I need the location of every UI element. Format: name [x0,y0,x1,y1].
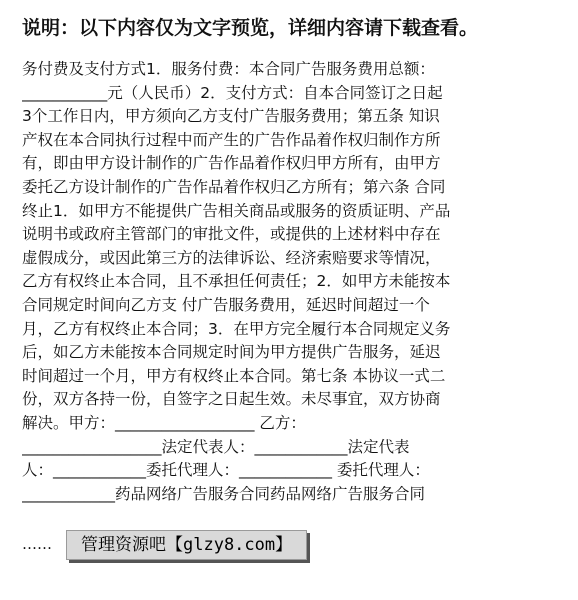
text-line: 合同规定时间向乙方支 付广告服务费用，延迟时间超过一个 [22,295,430,314]
text-line: 月，乙方有权终止本合同；3．在甲方完全履行本合同规定义务 [22,319,451,338]
text-line: 终止1．如甲方不能提供广告相关商品或服务的资质证明、产品 [22,201,451,220]
text-line: 委托乙方设计制作的广告作品着作权归乙方所有；第六条 合同 [22,177,446,196]
text-line: 解决。甲方：__________________ 乙方： [22,413,306,432]
contract-body-text [22,58,562,506]
text-line: 乙方有权终止本合同，且不承担任何责任；2．如甲方未能按本 [22,272,451,291]
text-line: __________________法定代表人：____________法定代表 [22,437,410,456]
text-line: 产权在本合同执行过程中而产生的广告作品着作权归制作方所 [22,130,441,149]
text-line: ___________元（人民币）2．支付方式：自本合同签订之日起 [22,83,443,102]
text-line: 份，双方各持一份，自签字之日起生效。未尽事宜，双方协商 [22,390,441,409]
preview-notice: 说明：以下内容仅为文字预览，详细内容请下载查看。 [22,17,479,39]
text-line: ____________药品网络广告服务合同药品网络广告服务合同 [22,484,426,503]
text-line: 务付费及支付方式1．服务付费：本合同广告服务费用总额： [22,60,435,78]
site-watermark-badge[interactable]: 管理资源吧【glzy8.com】 [66,530,307,560]
text-line: 有，即由甲方设计制作的广告作品着作权归甲方所有，由甲方 [22,154,441,173]
text-line: 3个工作日内，甲方须向乙方支付广告服务费用；第五条 知识 [22,107,440,126]
text-line: 后，如乙方未能按本合同规定时间为甲方提供广告服务，延迟 [22,343,441,362]
text-line: 人：____________委托代理人：____________ 委托代理人： [22,461,430,480]
text-line: 说明书或政府主管部门的审批文件，或提供的上述材料中存在 [22,225,441,244]
text-line: 虚假成分，或因此第三方的法律诉讼、经济索赔要求等情况， [22,248,441,267]
text-line: 时间超过一个月，甲方有权终止本合同。第七条 本协议一式二 [22,366,446,385]
continuation-ellipsis: …… [22,535,52,553]
